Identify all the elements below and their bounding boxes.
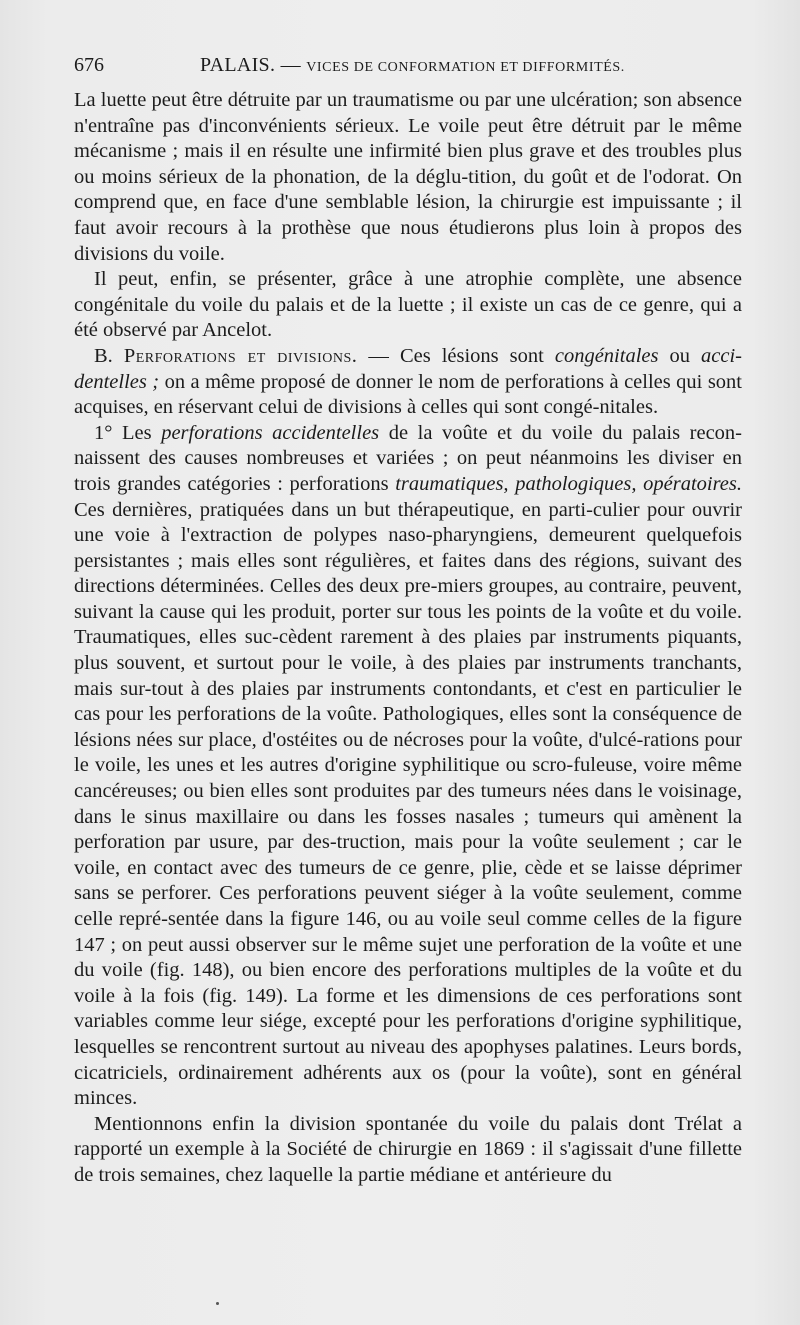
page-body — [74, 88, 742, 1189]
emphasis-congenitales: congénitales — [554, 344, 659, 367]
paragraph-luette: La luette peut être détruite par un traumatisme ou par une ulcération; son absence n'entraîne pas d'inconvénients sérieux. Le voile peut être détruit par le même mécanisme ; mais il en résulte une infirmité bien plus grave et des troubles plus ou moins sérieux de la phonation, de la déglu-tition, du goût et de l'odorat. On comprend que, en face d'une semblable lésion, la chirurgie est impuissante ; il faut avoir recours à la prothèse que nous étudierons plus loin à propos des divisions du voile. — [74, 89, 742, 265]
section-heading: Perforations et divisions. — [123, 344, 358, 367]
paragraph-perforations-accidentelles — [74, 421, 742, 1112]
running-title-separator: . — — [269, 54, 307, 76]
paragraph-perforations-divisions — [74, 344, 742, 421]
paragraph-division-spontanee: Mentionnons enfin la division spontanée du voile du palais dont Trélat a rapporté un exemple à la Société de chirurgie en 1869 : il s'agissait d'une fillette de trois semaines, chez laquelle la partie médiane et antérieure du — [74, 1112, 742, 1186]
text-run: de la voûte et du voile du palais recon-naissent des causes nombreuses et variées ; on peut néanmoins les diviser en trois grandes catégories : perforations — [74, 421, 742, 495]
page-number: 676 — [74, 54, 104, 76]
emphasis-perforations-accidentelles: perforations accidentelles — [161, 421, 380, 444]
running-title-main: PALAIS — [200, 54, 270, 76]
text-run: 1° Les — [94, 421, 162, 444]
ink-speck — [216, 1302, 219, 1305]
emphasis-categories: traumatiques, pathologiques, opératoires. — [395, 472, 743, 495]
text-run: on a même proposé de donner le nom de perforations à celles qui sont acquises, en réservant celui de divisions à celles qui sont congé-nitales. — [74, 370, 742, 419]
text-run: ou — [658, 344, 702, 367]
paragraph-absence-congenitale: Il peut, enfin, se présenter, grâce à une atrophie complète, une absence congénitale du voile du palais et de la luette ; il existe un cas de ce genre, qui a été observé par Ancelot. — [74, 268, 742, 342]
text-run: Ces dernières, pratiquées dans un but thérapeutique, en parti-culier pour ouvrir une voie à l'extraction de polypes naso-pharyngiens, demeurent quelquefois persistantes ; mais elles sont régulières, et faites dans des régions, suivant des directions déterminées. Celles des deux pre-miers groupes, au contraire, peuvent, suivant la cause qui les produit, porter sur tous les points de la voûte et du voile. Traumatiques, elles suc-cèdent rarement à des plaies par instruments piquants, plus souvent, et surtout pour le voile, à des plaies par instruments tranchants, mais sur-tout à des plaies par instruments contondants, et c'est en particulier le cas pour les perforations de la voûte. Pathologiques, elles sont la conséquence de lésions nées sur place, d'ostéites ou de nécroses pour la voûte, d'ulcé-rations pour le voile, les unes et les autres d'origine syphilitique ou scro-fuleuse, voire même cancéreuses; ou bien elles sont produites par des tumeurs nées dans le voisinage, dans le sinus maxillaire ou dans les fosses nasales ; tumeurs qui amènent la perforation par usure, par des-truction, mais pour la voûte seulement ; car le voile, en contact avec des tumeurs de ce genre, plie, cède et se laisse déprimer sans se perforer. Ces perforations peuvent siéger à la voûte seulement, comme celle repré-sentée dans la figure 146, ou au voile seul comme celles de la figure 147 ; on peut aussi observer sur le même sujet une perforation de la voûte et une du voile (fig. 148), ou bien encore des perforations multiples de la voûte et du voile à la fois (fig. 149). La forme et les dimensions de ces perforations sont variables comme leur siége, excepté pour les perforations d'origine syphilitique, lesquelles se rencontrent surtout au niveau des apophyses palatines. Leurs bords, cicatriciels, ordinairement adhérents aux os (pour la voûte), sont en général minces. — [74, 498, 742, 1110]
emphasis-accidentelles: acci-dentelles ; — [74, 344, 742, 393]
running-title-subtitle: VICES DE CONFORMATION ET DIFFORMITÉS. — [306, 60, 625, 75]
running-header — [74, 52, 744, 82]
running-title — [200, 54, 625, 77]
text-run: — Ces lésions sont — [357, 344, 555, 367]
section-letter: B. — [94, 344, 124, 367]
